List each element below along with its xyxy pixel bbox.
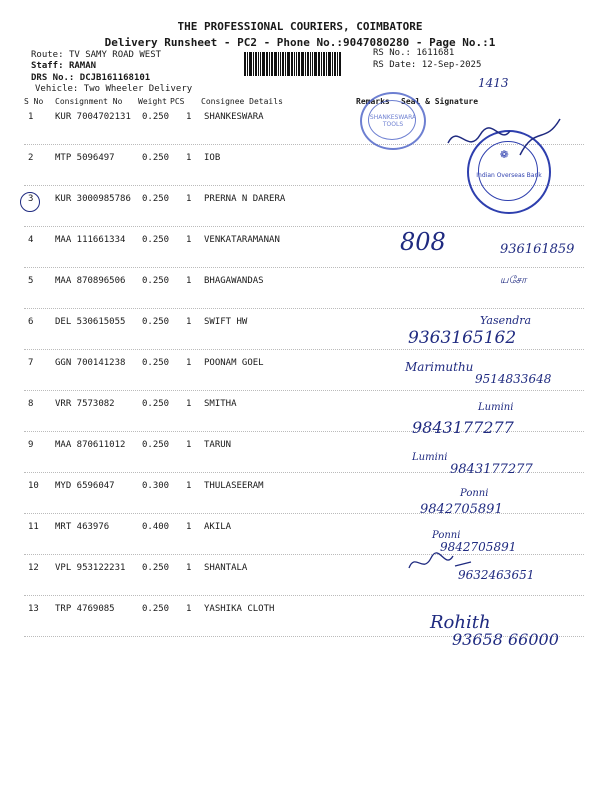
row-consignment: VRR 7573082 — [55, 399, 115, 409]
barcode — [244, 52, 366, 76]
runsheet-subtitle: Delivery Runsheet - PC2 - Phone No.:9047080280 - Page No.:1 — [104, 36, 496, 49]
hw-row10-a: Ponni — [460, 488, 489, 499]
row-weight: 0.250 — [142, 153, 170, 163]
rs-no-label: RS No.: — [373, 48, 411, 58]
rs-date-value: 12-Sep-2025 — [421, 60, 482, 70]
row-sno: 3 — [28, 194, 34, 204]
shop-stamp — [360, 92, 426, 150]
hw-row7-b: 9514833648 — [475, 372, 552, 386]
row-consignee: SHANKESWARA — [204, 112, 264, 122]
row-consignment: GGN 700141238 — [55, 358, 126, 368]
row-consignment: MRT 463976 — [55, 522, 110, 532]
bank-stamp-text: Indian Overseas Bank — [476, 172, 542, 179]
col-remarks: Remarks — [356, 97, 390, 106]
row-weight: 0.250 — [142, 604, 170, 614]
row-weight: 0.250 — [142, 317, 170, 327]
hw-row11-b: 9842705891 — [440, 540, 517, 554]
row-consignment: MAA 111661334 — [55, 235, 126, 245]
row-sno: 1 — [28, 112, 34, 122]
row-pcs: 1 — [186, 440, 192, 450]
company-title: THE PROFESSIONAL COURIERS, COIMBATORE — [177, 20, 423, 33]
row-divider — [24, 308, 584, 309]
vehicle-value: Two Wheeler Delivery — [83, 84, 193, 94]
rs-no-value: 1611681 — [416, 48, 455, 58]
drs-line — [31, 73, 150, 84]
row-divider — [24, 595, 584, 596]
row-consignee: VENKATARAMANAN — [204, 235, 280, 245]
col-pcs: PCS — [170, 97, 185, 106]
row-consignee: PRERNA N DARERA — [204, 194, 286, 204]
rs-date-line — [373, 60, 481, 71]
row-weight: 0.300 — [142, 481, 170, 491]
rs-no-line — [373, 48, 454, 59]
col-seal: Seal & Signature — [401, 97, 479, 106]
hw-row11-a: Ponni — [432, 530, 461, 541]
row-consignee: BHAGAWANDAS — [204, 276, 264, 286]
row-weight: 0.250 — [142, 276, 170, 286]
row-weight: 0.250 — [142, 194, 170, 204]
hw-top-note: 1413 — [478, 76, 509, 90]
bank-logo-icon: ❁ — [500, 146, 509, 162]
row-weight: 0.250 — [142, 112, 170, 122]
row-consignment: KUR 7004702131 — [55, 112, 131, 122]
col-consignment: Consignment No — [55, 97, 123, 106]
row-weight: 0.250 — [142, 235, 170, 245]
col-consignee: Consignee Details — [201, 97, 283, 106]
hw-row13-a: Rohith — [430, 612, 491, 633]
col-weight: Weight — [138, 97, 167, 106]
hw-row5-a: யசோ — [500, 275, 527, 286]
row-weight: 0.250 — [142, 440, 170, 450]
row-consignment: TRP 4769085 — [55, 604, 115, 614]
row-consignee: IOB — [204, 153, 221, 163]
hw-row6-a: Yasendra — [480, 314, 532, 327]
row-pcs: 1 — [186, 317, 192, 327]
shop-stamp-text: SHANKESWARA TOOLS — [369, 114, 417, 128]
row-sno: 12 — [28, 563, 39, 573]
row-consignee: YASHIKA CLOTH — [204, 604, 275, 614]
row-consignment: VPL 953122231 — [55, 563, 126, 573]
row-weight: 0.250 — [142, 399, 170, 409]
row-sno: 4 — [28, 235, 34, 245]
row-consignee: SHANTALA — [204, 563, 248, 573]
row-sno: 8 — [28, 399, 34, 409]
row-consignee: TARUN — [204, 440, 232, 450]
route-value: TV SAMY ROAD WEST — [68, 50, 162, 60]
row-pcs: 1 — [186, 358, 192, 368]
signature-1 — [440, 115, 570, 175]
row-pcs: 1 — [186, 604, 192, 614]
col-sno: S No — [24, 97, 44, 106]
route-label: Route: — [31, 50, 64, 60]
row-divider — [24, 226, 584, 227]
row-weight: 0.400 — [142, 522, 170, 532]
row-pcs: 1 — [186, 235, 192, 245]
row-sno: 7 — [28, 358, 34, 368]
row-weight: 0.250 — [142, 563, 170, 573]
row-divider — [24, 349, 584, 350]
hw-row9-a: Lumini — [412, 452, 448, 463]
row-consignee: SMITHA — [204, 399, 237, 409]
drs-label: DRS No.: — [31, 73, 75, 83]
row-sno: 2 — [28, 153, 34, 163]
row-pcs: 1 — [186, 153, 192, 163]
row-pcs: 1 — [186, 563, 192, 573]
hw-row8-a: Lumini — [478, 402, 514, 413]
hw-row6-b: 9363165162 — [408, 328, 517, 348]
row-sno: 5 — [28, 276, 34, 286]
circle-mark — [20, 192, 40, 212]
row-sno: 13 — [28, 604, 39, 614]
row-divider — [24, 390, 584, 391]
hw-row13-b: 93658 66000 — [452, 630, 559, 649]
row-consignee: AKILA — [204, 522, 232, 532]
hw-row12-a: 9632463651 — [458, 568, 535, 582]
rs-date-label: RS Date: — [373, 60, 417, 70]
hw-row10-b: 9842705891 — [420, 502, 503, 517]
row-consignment: MAA 870611012 — [55, 440, 126, 450]
route-line — [31, 50, 161, 61]
row-divider — [24, 554, 584, 555]
row-consignment: MAA 870896506 — [55, 276, 126, 286]
hw-row8-b: 9843177277 — [412, 418, 514, 437]
hw-row9-b: 9843177277 — [450, 462, 533, 477]
row-pcs: 1 — [186, 522, 192, 532]
row-sno: 11 — [28, 522, 39, 532]
row-pcs: 1 — [186, 481, 192, 491]
row-pcs: 1 — [186, 112, 192, 122]
staff-label: Staff: — [31, 61, 64, 71]
row-sno: 10 — [28, 481, 39, 491]
row-consignee: SWIFT HW — [204, 317, 248, 327]
row-consignment: MTP 5096497 — [55, 153, 115, 163]
row-divider — [24, 267, 584, 268]
row-consignment: KUR 3000985786 — [55, 194, 131, 204]
row-pcs: 1 — [186, 276, 192, 286]
drs-value: DCJB161168101 — [79, 73, 151, 83]
row-weight: 0.250 — [142, 358, 170, 368]
vehicle-label: Vehicle: — [35, 84, 79, 94]
table-row — [0, 481, 600, 521]
hw-row4-a: 808 — [400, 228, 446, 256]
row-pcs: 1 — [186, 194, 192, 204]
hw-row4-b: 936161859 — [500, 242, 575, 257]
row-pcs: 1 — [186, 399, 192, 409]
vehicle-line — [35, 84, 192, 95]
staff-line — [31, 61, 96, 72]
hw-row7-a: Marimuthu — [405, 360, 474, 374]
row-consignment: DEL 530615055 — [55, 317, 126, 327]
row-consignment: MYD 6596047 — [55, 481, 115, 491]
row-sno: 9 — [28, 440, 34, 450]
row-sno: 6 — [28, 317, 34, 327]
row-consignee: POONAM GOEL — [204, 358, 264, 368]
staff-value: RAMAN — [68, 61, 97, 71]
row-consignee: THULASEERAM — [204, 481, 264, 491]
